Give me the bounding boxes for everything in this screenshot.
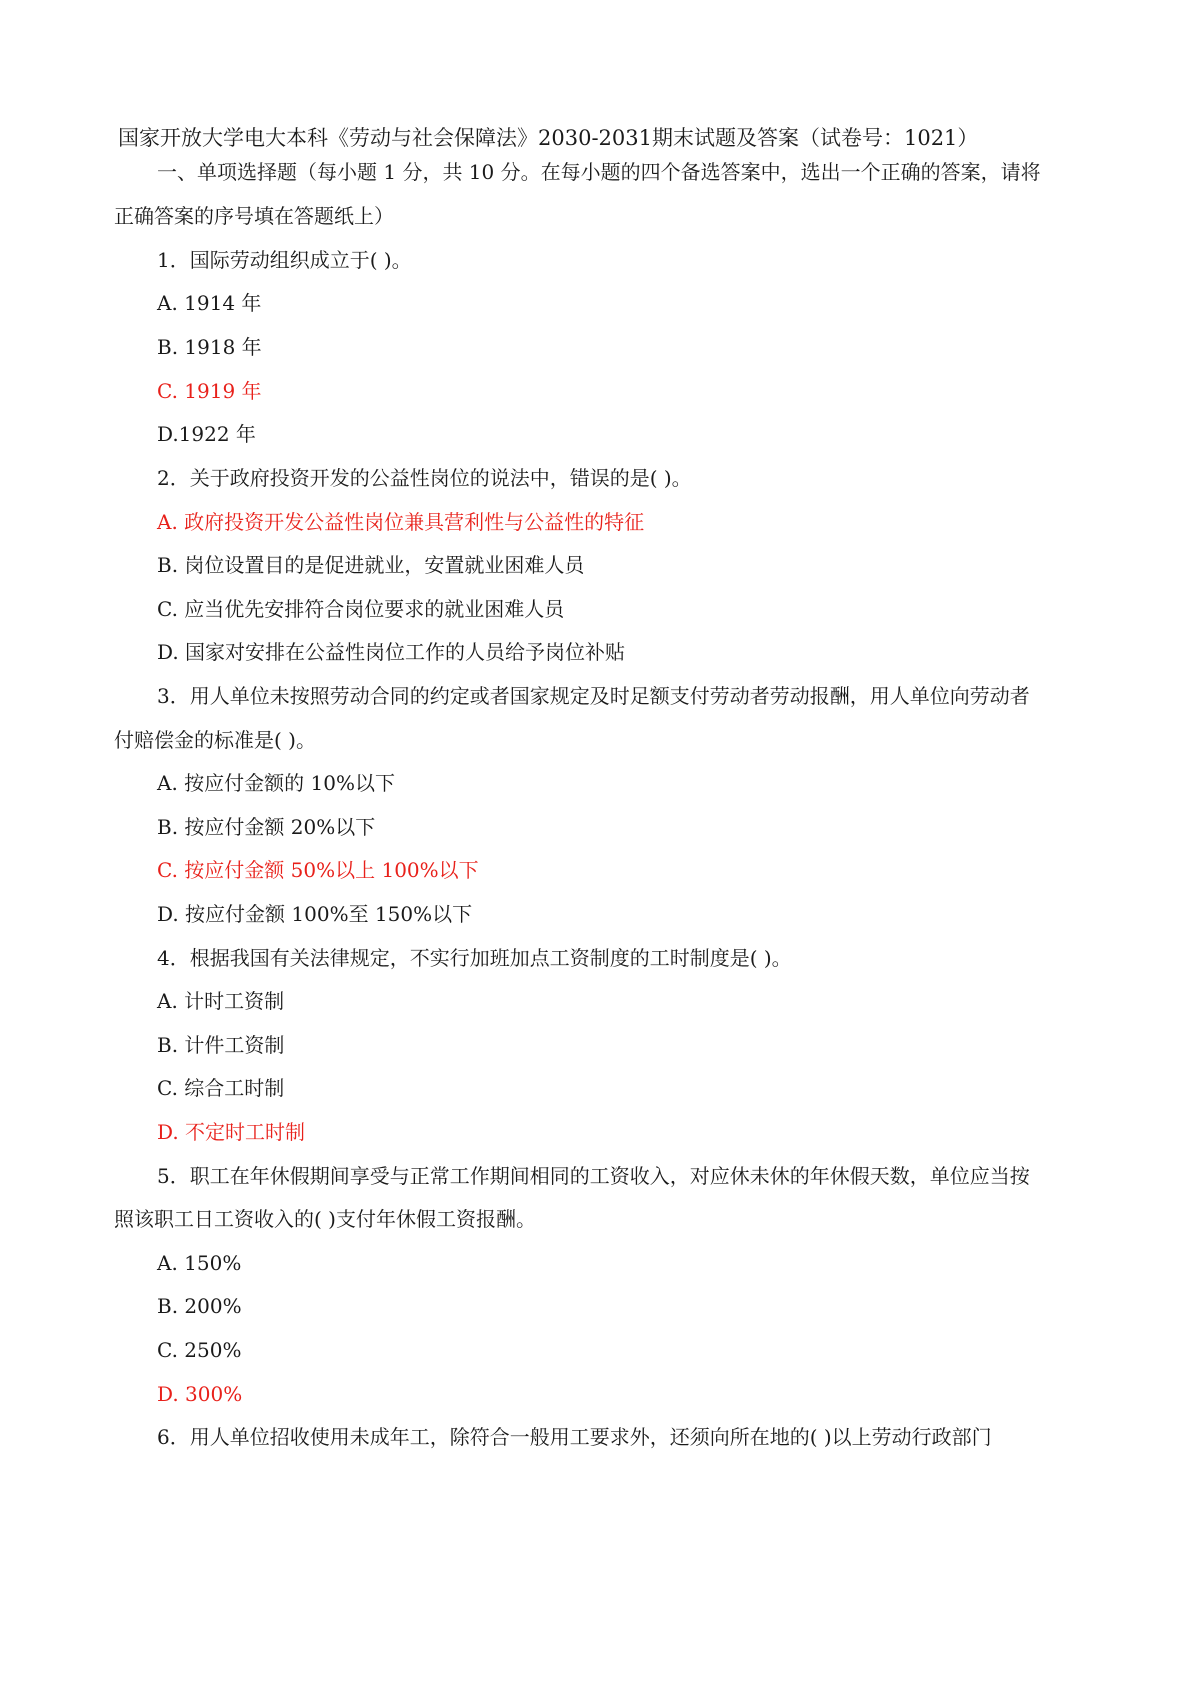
question-3-option-d: D. 按应付金额 100%至 150%以下 bbox=[157, 902, 473, 926]
question-4-option-b: B. 计件工资制 bbox=[157, 1033, 285, 1057]
question-1-option-c-answer: C. 1919 年 bbox=[157, 379, 262, 403]
question-3-stem-line-2: 付赔偿金的标准是( )。 bbox=[114, 728, 316, 752]
question-1-option-d: D.1922 年 bbox=[157, 422, 256, 446]
section-header-line-1: 一、单项选择题（每小题 1 分，共 10 分。在每小题的四个备选答案中，选出一个正确的答案，请将 bbox=[157, 160, 1041, 184]
question-5-stem-line-2: 照该职工日工资收入的( )支付年休假工资报酬。 bbox=[114, 1207, 536, 1231]
question-2-option-a-answer: A. 政府投资开发公益性岗位兼具营利性与公益性的特征 bbox=[157, 510, 645, 534]
section-header-line-2: 正确答案的序号填在答题纸上） bbox=[114, 204, 394, 228]
question-5-option-a: A. 150% bbox=[157, 1251, 242, 1275]
question-2-stem: 2．关于政府投资开发的公益性岗位的说法中，错误的是( )。 bbox=[157, 466, 692, 490]
question-1-stem: 1．国际劳动组织成立于( )。 bbox=[157, 248, 412, 272]
question-4-option-a: A. 计时工资制 bbox=[157, 989, 285, 1013]
question-4-option-c: C. 综合工时制 bbox=[157, 1076, 285, 1100]
question-3-option-b: B. 按应付金额 20%以下 bbox=[157, 815, 376, 839]
question-5-option-d-answer: D. 300% bbox=[157, 1382, 243, 1406]
question-1-option-b: B. 1918 年 bbox=[157, 335, 262, 359]
question-3-option-c-answer: C. 按应付金额 50%以上 100%以下 bbox=[157, 858, 479, 882]
question-6-stem: 6．用人单位招收使用未成年工，除符合一般用工要求外，还须向所在地的( )以上劳动行政部门 bbox=[157, 1425, 992, 1449]
question-5-option-c: C. 250% bbox=[157, 1338, 242, 1362]
question-1-option-a: A. 1914 年 bbox=[157, 291, 262, 315]
page-title: 国家开放大学电大本科《劳动与社会保障法》2030-2031期末试题及答案（试卷号：1021） bbox=[118, 126, 979, 150]
question-3-stem-line-1: 3．用人单位未按照劳动合同的约定或者国家规定及时足额支付劳动者劳动报酬，用人单位向劳动者 bbox=[157, 684, 1030, 708]
question-4-stem: 4．根据我国有关法律规定，不实行加班加点工资制度的工时制度是( )。 bbox=[157, 946, 792, 970]
question-2-option-b: B. 岗位设置目的是促进就业，安置就业困难人员 bbox=[157, 553, 585, 577]
question-4-option-d-answer: D. 不定时工时制 bbox=[157, 1120, 306, 1144]
question-2-option-d: D. 国家对安排在公益性岗位工作的人员给予岗位补贴 bbox=[157, 640, 626, 664]
question-5-stem-line-1: 5．职工在年休假期间享受与正常工作期间相同的工资收入，对应休未休的年休假天数，单位应当按 bbox=[157, 1164, 1030, 1188]
question-3-option-a: A. 按应付金额的 10%以下 bbox=[157, 771, 395, 795]
question-5-option-b: B. 200% bbox=[157, 1294, 242, 1318]
question-2-option-c: C. 应当优先安排符合岗位要求的就业困难人员 bbox=[157, 597, 565, 621]
